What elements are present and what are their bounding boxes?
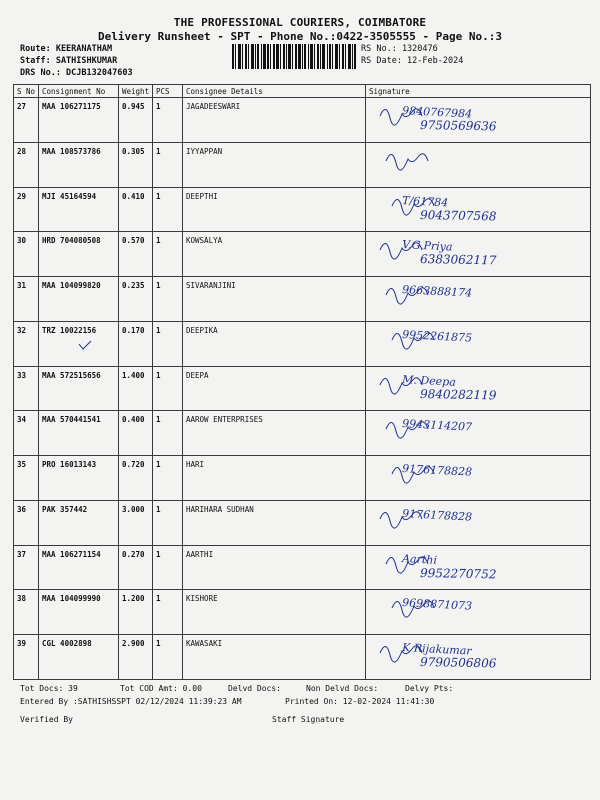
signature-text: 9043707568 xyxy=(419,207,497,223)
delivery-table xyxy=(13,84,591,680)
signature-text: 9943114207 xyxy=(401,417,473,435)
signature-text: 9176178828 xyxy=(401,462,473,479)
handwritten-signature xyxy=(366,635,586,679)
table-row xyxy=(14,500,591,545)
row-sno: 39 xyxy=(14,635,39,680)
row-consignment-no: MAA 106271154 xyxy=(39,545,119,590)
row-consignee-name: KISHORE xyxy=(183,590,366,635)
handwritten-signature xyxy=(366,98,586,142)
row-weight: 0.170 xyxy=(119,321,153,366)
row-sno: 29 xyxy=(14,187,39,232)
table-row xyxy=(14,590,591,635)
row-sno: 31 xyxy=(14,277,39,322)
total-cod-amount: Tot COD Amt: 0.00 xyxy=(120,684,202,693)
row-consignee-name: SIVARANJINI xyxy=(183,277,366,322)
row-signature xyxy=(366,232,591,277)
drs-number: DRS No.: DCJB132047603 xyxy=(20,68,133,78)
table-row xyxy=(14,277,591,322)
table-row xyxy=(14,142,591,187)
row-consignee-name: DEEPIKA xyxy=(183,321,366,366)
printed-on: Printed On: 12-02-2024 11:41:30 xyxy=(285,697,435,706)
row-consignment-no: CGL 4002898 xyxy=(39,635,119,680)
row-weight: 0.270 xyxy=(119,545,153,590)
row-consignment-no: MAA 108573786 xyxy=(39,142,119,187)
row-signature xyxy=(366,545,591,590)
total-docs: Tot Docs: 39 xyxy=(20,684,78,693)
row-consignee-name: AAROW ENTERPRISES xyxy=(183,411,366,456)
col-sno: S No xyxy=(14,85,39,98)
row-weight: 0.400 xyxy=(119,411,153,456)
row-consignment-no: MAA 106271175 xyxy=(39,98,119,143)
table-row xyxy=(14,545,591,590)
signature-text: 9840767984 xyxy=(401,104,473,121)
row-consignee-name: IYYAPPAN xyxy=(183,142,366,187)
row-consignment-no: MAA 572515656 xyxy=(39,366,119,411)
signature-text: Aarthi xyxy=(401,551,438,567)
handwritten-signature xyxy=(366,411,586,455)
row-consignment-no: PAK 357442 xyxy=(39,500,119,545)
row-pcs: 1 xyxy=(153,545,183,590)
row-weight: 0.720 xyxy=(119,456,153,501)
row-pcs: 1 xyxy=(153,456,183,501)
row-weight: 3.000 xyxy=(119,500,153,545)
row-signature xyxy=(366,635,591,680)
table-row xyxy=(14,187,591,232)
route-label: Route: KEERANATHAM xyxy=(20,44,113,54)
row-weight: 0.570 xyxy=(119,232,153,277)
row-sno: 27 xyxy=(14,98,39,143)
handwritten-signature xyxy=(366,232,586,276)
row-pcs: 1 xyxy=(153,187,183,232)
row-sno: 32 xyxy=(14,321,39,366)
row-pcs: 1 xyxy=(153,277,183,322)
row-sno: 38 xyxy=(14,590,39,635)
row-consignee-name: HARI xyxy=(183,456,366,501)
rs-date: RS Date: 12-Feb-2024 xyxy=(361,56,464,66)
col-weight: Weight xyxy=(119,85,153,98)
row-weight: 0.945 xyxy=(119,98,153,143)
row-weight: 0.305 xyxy=(119,142,153,187)
row-signature xyxy=(366,500,591,545)
staff-label: Staff: SATHISHKUMAR xyxy=(20,56,118,66)
row-consignee-name: DEEPA xyxy=(183,366,366,411)
row-consignee-name: DEEPTHI xyxy=(183,187,366,232)
signature-text: 6383062117 xyxy=(419,252,497,268)
verified-by: Verified By xyxy=(20,715,73,724)
signature-text: 9698871073 xyxy=(401,596,473,614)
handwritten-signature xyxy=(366,322,586,366)
row-consignee-name: KAWASAKI xyxy=(183,635,366,680)
row-sno: 28 xyxy=(14,142,39,187)
signature-stroke xyxy=(386,154,428,170)
delivery-points: Delvy Pts: xyxy=(405,684,454,693)
table-row xyxy=(14,321,591,366)
handwritten-signature xyxy=(366,501,586,545)
non-delivered-docs: Non Delvd Docs: xyxy=(306,684,379,693)
col-consignment: Consignment No xyxy=(39,85,119,98)
table-row xyxy=(14,411,591,456)
row-signature xyxy=(366,411,591,456)
row-consignee-name: AARTHI xyxy=(183,545,366,590)
row-signature xyxy=(366,590,591,635)
row-consignment-no: MAA 570441541 xyxy=(39,411,119,456)
row-consignee-name: HARIHARA SUDHAN xyxy=(183,500,366,545)
row-pcs: 1 xyxy=(153,366,183,411)
handwritten-signature xyxy=(366,546,586,590)
row-pcs: 1 xyxy=(153,635,183,680)
delivered-docs: Delvd Docs: xyxy=(228,684,281,693)
table-row xyxy=(14,232,591,277)
signature-text: K Rijakumar xyxy=(401,641,472,658)
col-signature: Signature xyxy=(366,85,591,98)
runsheet-subtitle: Delivery Runsheet - SPT - Phone No.:0422-3505555 - Page No.:3 xyxy=(98,30,502,43)
row-consignee-name: KOWSALYA xyxy=(183,232,366,277)
signature-text: 9176178828 xyxy=(401,506,473,524)
handwritten-signature xyxy=(366,143,586,187)
row-sno: 36 xyxy=(14,500,39,545)
barcode-image xyxy=(232,44,356,69)
row-consignee-name: JAGADEESWARI xyxy=(183,98,366,143)
row-weight: 0.235 xyxy=(119,277,153,322)
signature-text: 9952261875 xyxy=(401,327,473,345)
row-consignment-no: MAA 104099990 xyxy=(39,590,119,635)
row-consignment-no: MJI 45164594 xyxy=(39,187,119,232)
table-row xyxy=(14,456,591,501)
table-row xyxy=(14,366,591,411)
table-row xyxy=(14,98,591,143)
signature-text: M. Deepa xyxy=(401,372,457,389)
col-pcs: PCS xyxy=(153,85,183,98)
row-sno: 35 xyxy=(14,456,39,501)
signature-text: V.G.Priya xyxy=(401,238,453,254)
table-row xyxy=(14,635,591,680)
signature-text: 9750569636 xyxy=(419,118,497,134)
signature-text: 9840282119 xyxy=(419,386,497,402)
row-consignment-no: HRD 704080508 xyxy=(39,232,119,277)
table-header-row xyxy=(14,85,591,98)
row-weight: 1.200 xyxy=(119,590,153,635)
handwritten-signature xyxy=(366,456,586,500)
row-consignment-no: TRZ 10022156 xyxy=(39,321,119,366)
row-signature xyxy=(366,98,591,143)
row-consignment-no: MAA 104099820 xyxy=(39,277,119,322)
row-pcs: 1 xyxy=(153,321,183,366)
row-pcs: 1 xyxy=(153,411,183,456)
row-signature xyxy=(366,142,591,187)
signature-text: 9663888174 xyxy=(401,283,473,300)
row-pcs: 1 xyxy=(153,590,183,635)
col-consignee: Consignee Details xyxy=(183,85,366,98)
check-mark-icon xyxy=(78,340,92,350)
row-signature xyxy=(366,321,591,366)
handwritten-signature xyxy=(366,367,586,411)
signature-text: T/61784 xyxy=(401,193,449,209)
row-pcs: 1 xyxy=(153,142,183,187)
row-sno: 37 xyxy=(14,545,39,590)
row-pcs: 1 xyxy=(153,232,183,277)
row-signature xyxy=(366,187,591,232)
row-signature xyxy=(366,277,591,322)
row-sno: 33 xyxy=(14,366,39,411)
rs-number: RS No.: 1320476 xyxy=(361,44,438,54)
row-consignment-no: PRO 16013143 xyxy=(39,456,119,501)
signature-text: 9952270752 xyxy=(419,565,497,581)
company-title: THE PROFESSIONAL COURIERS, COIMBATORE xyxy=(173,16,427,29)
row-sno: 30 xyxy=(14,232,39,277)
entered-by: Entered By :SATHISHSSPT 02/12/2024 11:39:23 AM xyxy=(20,697,242,706)
signature-text: 9790506806 xyxy=(419,655,497,671)
row-signature xyxy=(366,366,591,411)
row-weight: 1.400 xyxy=(119,366,153,411)
row-signature xyxy=(366,456,591,501)
row-sno: 34 xyxy=(14,411,39,456)
staff-signature: Staff Signature xyxy=(272,715,345,724)
handwritten-signature xyxy=(366,590,586,634)
row-pcs: 1 xyxy=(153,500,183,545)
row-pcs: 1 xyxy=(153,98,183,143)
handwritten-signature xyxy=(366,277,586,321)
row-weight: 2.900 xyxy=(119,635,153,680)
row-weight: 0.410 xyxy=(119,187,153,232)
handwritten-signature xyxy=(366,188,586,232)
